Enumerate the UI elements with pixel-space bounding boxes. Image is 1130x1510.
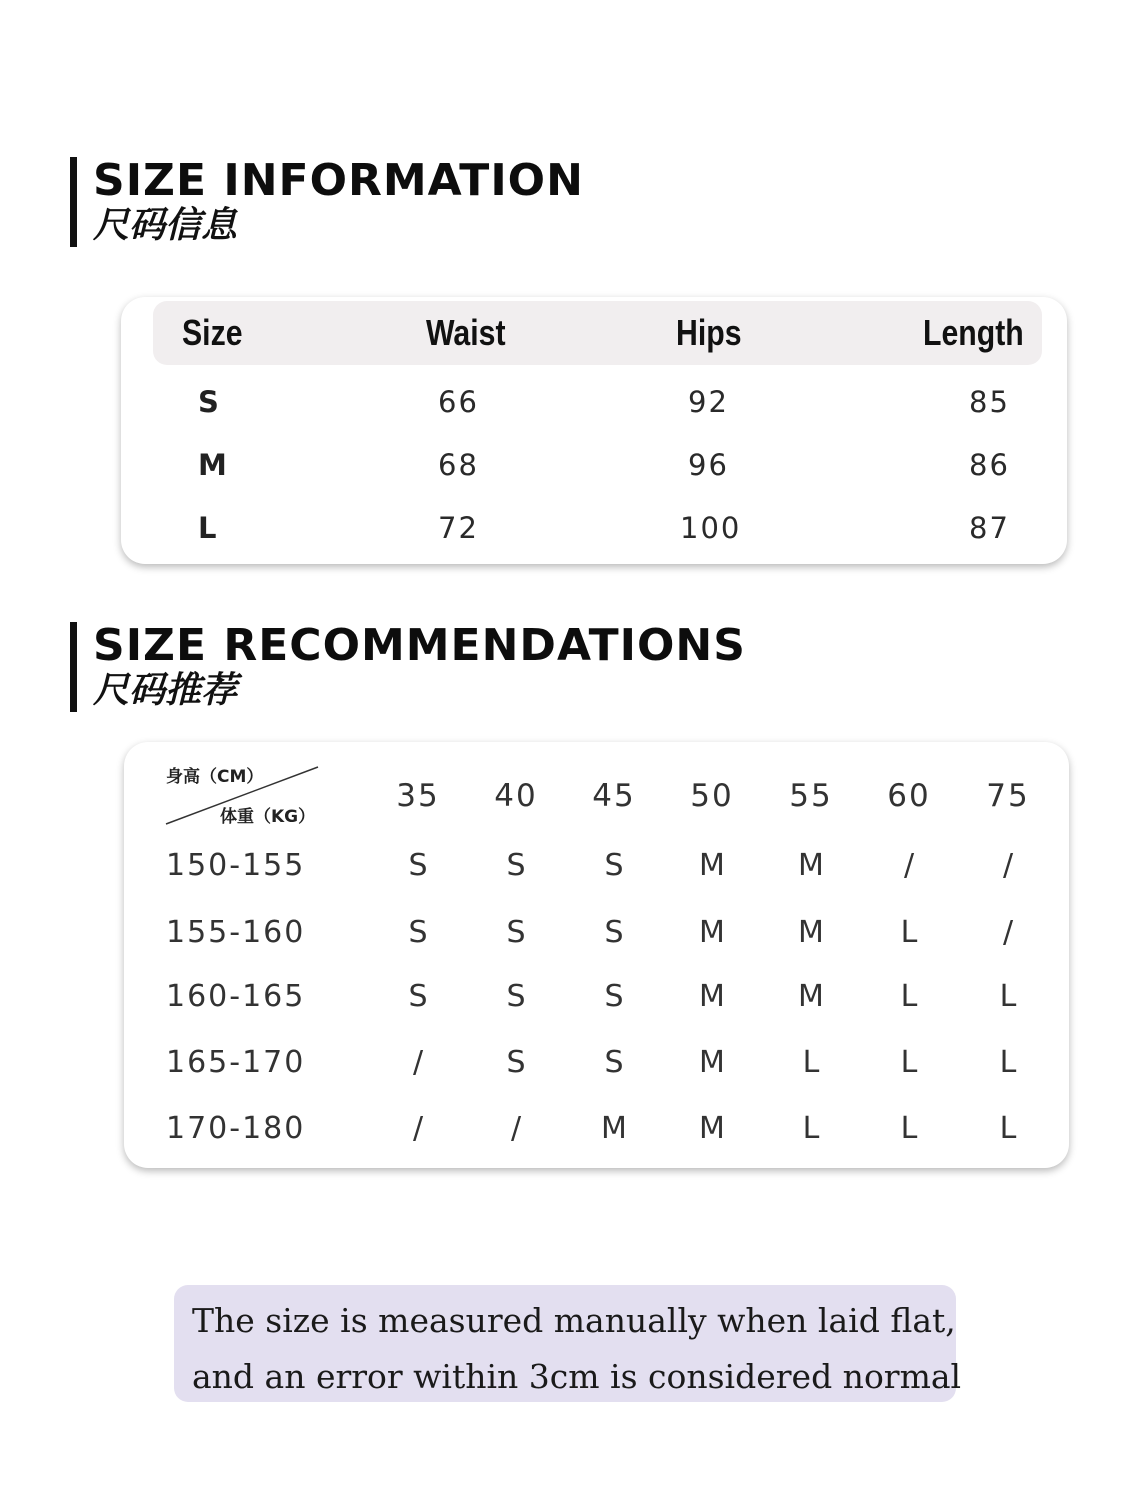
height-range: 155-160 bbox=[166, 915, 306, 950]
size-cell: S bbox=[604, 979, 624, 1014]
length-value: 87 bbox=[969, 511, 1010, 545]
weight-header: 45 bbox=[592, 778, 636, 814]
weight-axis-label: 体重（KG） bbox=[220, 807, 316, 827]
size-cell: S bbox=[408, 915, 428, 950]
size-cell: M bbox=[798, 915, 824, 950]
header-hips: Hips bbox=[676, 312, 742, 353]
size-cell: M bbox=[699, 979, 725, 1014]
size-information-heading bbox=[70, 157, 584, 247]
size-cell: / bbox=[510, 1111, 522, 1146]
size-cell: L bbox=[900, 979, 918, 1014]
size-cell: M bbox=[699, 1111, 725, 1146]
size-cell: L bbox=[900, 915, 918, 950]
size-label: S bbox=[198, 385, 219, 419]
size-cell: / bbox=[412, 1045, 424, 1080]
size-cell: L bbox=[999, 979, 1017, 1014]
table-row bbox=[121, 508, 1067, 548]
hips-value: 92 bbox=[688, 385, 729, 419]
weight-header: 55 bbox=[789, 778, 833, 814]
size-recommendations-table bbox=[124, 742, 1069, 1168]
measurement-note bbox=[174, 1285, 962, 1402]
size-cell: S bbox=[604, 848, 624, 883]
size-cell: S bbox=[506, 979, 526, 1014]
corner-header-cell bbox=[164, 762, 324, 828]
hips-value: 100 bbox=[680, 511, 742, 545]
weight-header: 50 bbox=[690, 778, 734, 814]
size-information-title-cn: 尺码信息 bbox=[93, 205, 238, 246]
header-length: Length bbox=[923, 312, 1024, 353]
size-cell: S bbox=[408, 848, 428, 883]
size-recommendations-title: SIZE RECOMMENDATIONS bbox=[93, 620, 746, 671]
size-cell: / bbox=[1002, 848, 1014, 883]
size-cell: M bbox=[798, 979, 824, 1014]
height-range: 150-155 bbox=[166, 848, 306, 883]
hips-value: 96 bbox=[688, 448, 729, 482]
table-row bbox=[121, 382, 1067, 422]
size-cell: S bbox=[604, 1045, 624, 1080]
size-table-header bbox=[153, 301, 1042, 365]
length-value: 86 bbox=[969, 448, 1010, 482]
size-recommendations-title-cn: 尺码推荐 bbox=[93, 670, 238, 711]
size-cell: M bbox=[699, 915, 725, 950]
size-label: M bbox=[198, 448, 227, 482]
size-information-table bbox=[121, 297, 1067, 564]
size-cell: S bbox=[506, 915, 526, 950]
size-cell: / bbox=[412, 1111, 424, 1146]
waist-value: 72 bbox=[438, 511, 479, 545]
height-range: 160-165 bbox=[166, 979, 306, 1014]
size-cell: S bbox=[506, 1045, 526, 1080]
size-information-title: SIZE INFORMATION bbox=[93, 155, 584, 206]
waist-value: 66 bbox=[438, 385, 479, 419]
size-cell: M bbox=[601, 1111, 627, 1146]
height-range: 165-170 bbox=[166, 1045, 306, 1080]
note-line-2: and an error within 3cm is considered normal bbox=[192, 1357, 962, 1396]
size-cell: L bbox=[999, 1045, 1017, 1080]
weight-header: 35 bbox=[396, 778, 440, 814]
size-cell: S bbox=[506, 848, 526, 883]
note-line-1: The size is measured manually when laid flat, bbox=[192, 1301, 956, 1340]
weight-header: 75 bbox=[986, 778, 1030, 814]
table-row bbox=[124, 1040, 1069, 1086]
size-cell: / bbox=[903, 848, 915, 883]
header-size: Size bbox=[182, 312, 243, 353]
weight-header: 40 bbox=[494, 778, 538, 814]
size-cell: S bbox=[604, 915, 624, 950]
size-cell: / bbox=[1002, 915, 1014, 950]
size-cell: M bbox=[699, 848, 725, 883]
size-cell: M bbox=[699, 1045, 725, 1080]
height-axis-label: 身高（CM） bbox=[166, 767, 264, 787]
weight-header: 60 bbox=[887, 778, 931, 814]
table-row bbox=[121, 445, 1067, 485]
table-row bbox=[124, 910, 1069, 956]
header-waist: Waist bbox=[426, 312, 506, 353]
waist-value: 68 bbox=[438, 448, 479, 482]
size-cell: L bbox=[802, 1045, 820, 1080]
size-cell: M bbox=[798, 848, 824, 883]
size-recommendations-heading bbox=[70, 622, 746, 712]
size-cell: L bbox=[802, 1111, 820, 1146]
table-row bbox=[124, 843, 1069, 889]
length-value: 85 bbox=[969, 385, 1010, 419]
size-cell: L bbox=[900, 1045, 918, 1080]
table-row bbox=[124, 974, 1069, 1020]
size-label: L bbox=[198, 511, 217, 545]
size-cell: S bbox=[408, 979, 428, 1014]
height-range: 170-180 bbox=[166, 1111, 306, 1146]
table-row bbox=[124, 1106, 1069, 1152]
size-cell: L bbox=[900, 1111, 918, 1146]
size-cell: L bbox=[999, 1111, 1017, 1146]
